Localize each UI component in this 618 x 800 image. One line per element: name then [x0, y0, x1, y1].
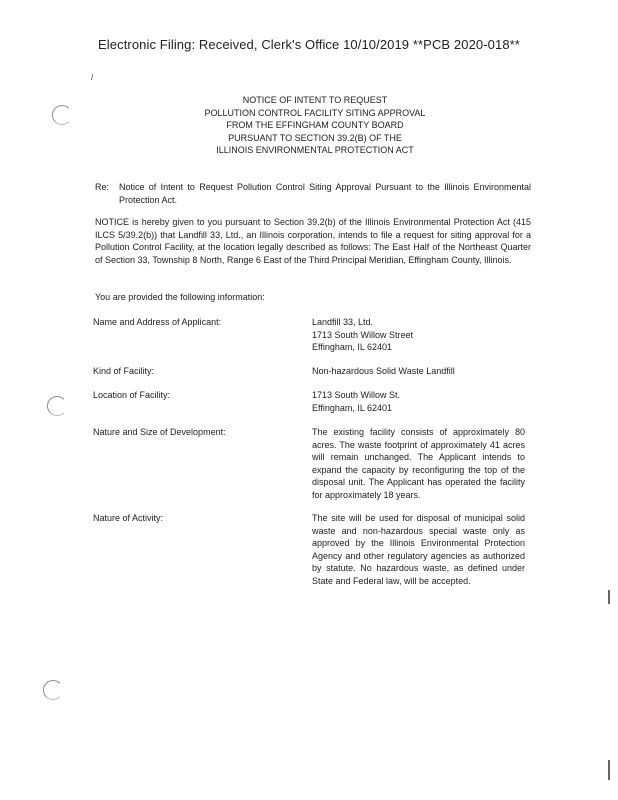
scan-edge-mark [608, 590, 610, 604]
applicant-city: Effingham, IL 62401 [312, 342, 393, 352]
location-city: Effingham, IL 62401 [312, 402, 393, 413]
provided-intro: You are provided the following information: [95, 292, 265, 302]
re-text: Notice of Intent to Request Pollution Control Siting Approval Pursuant to the Illinois Environmental Protection Act. [119, 182, 531, 205]
title-line: FROM THE EFFINGHAM COUNTY BOARD [226, 120, 404, 130]
applicant-street: 1713 South Willow Street [312, 329, 414, 340]
punch-hole-bottom [43, 680, 63, 700]
nature-size-value: The existing facility consists of approximately 80 acres. The waste footprint of approximately 41 acres will remain unchanged. The Applicant intends to expand the capacity by reconfiguring the top of the disposal unit. The Applicant has operated the facility for approximately 18 years. [312, 427, 525, 500]
title-line: ILLINOIS ENVIRONMENTAL PROTECTION ACT [216, 145, 414, 155]
re-label: Re: [95, 182, 110, 192]
scan-edge-mark [608, 760, 610, 780]
applicant-value [312, 316, 525, 354]
punch-hole-top [52, 105, 72, 125]
applicant-label: Name and Address of Applicant: [93, 317, 222, 327]
kind-value: Non-hazardous Solid Waste Landfill [312, 366, 455, 376]
notice-paragraph: NOTICE is hereby given to you pursuant to Section 39.2(b) of the Illinois Environmental Protection Act (415 ILCS 5/39.2(b)) that Landfill 33, Ltd., an Illinois corporation, intends to file a request for siting approval for a Pollution Control Facility, at the location legally described as follows: The East Half of the Northeast Quarter of Section 33, Township 8 North, Range 6 East of the Third Principal Meridian, Effingham County, Illinois. [95, 217, 531, 265]
title-line: PURSUANT TO SECTION 39.2(B) OF THE [228, 132, 402, 143]
location-label: Location of Facility: [93, 390, 171, 400]
title-line: NOTICE OF INTENT TO REQUEST [242, 95, 388, 105]
kind-label: Kind of Facility: [93, 366, 155, 376]
re-line [95, 181, 531, 206]
filing-stamp-header: Electronic Filing: Received, Clerk's Office 10/10/2019 **PCB 2020-018** [98, 37, 520, 52]
stray-mark: / [91, 73, 94, 82]
nature-size-label: Nature and Size of Development: [93, 427, 226, 437]
location-street: 1713 South Willow St. [312, 390, 401, 400]
punch-hole-middle [47, 396, 67, 416]
location-value [312, 389, 525, 414]
notice-title [150, 94, 480, 157]
title-line: POLLUTION CONTROL FACILITY SITING APPROVAL [204, 107, 426, 118]
applicant-name: Landfill 33, Ltd. [312, 317, 374, 327]
activity-label: Nature of Activity: [93, 513, 164, 523]
activity-value: The site will be used for disposal of municipal solid waste and non-hazardous special waste only as approved by the Illinois Environmental Protection Agency and other regulatory agencies as authorized by statute. No hazardous waste, as defined under State and Federal law, will be accepted. [312, 513, 525, 586]
